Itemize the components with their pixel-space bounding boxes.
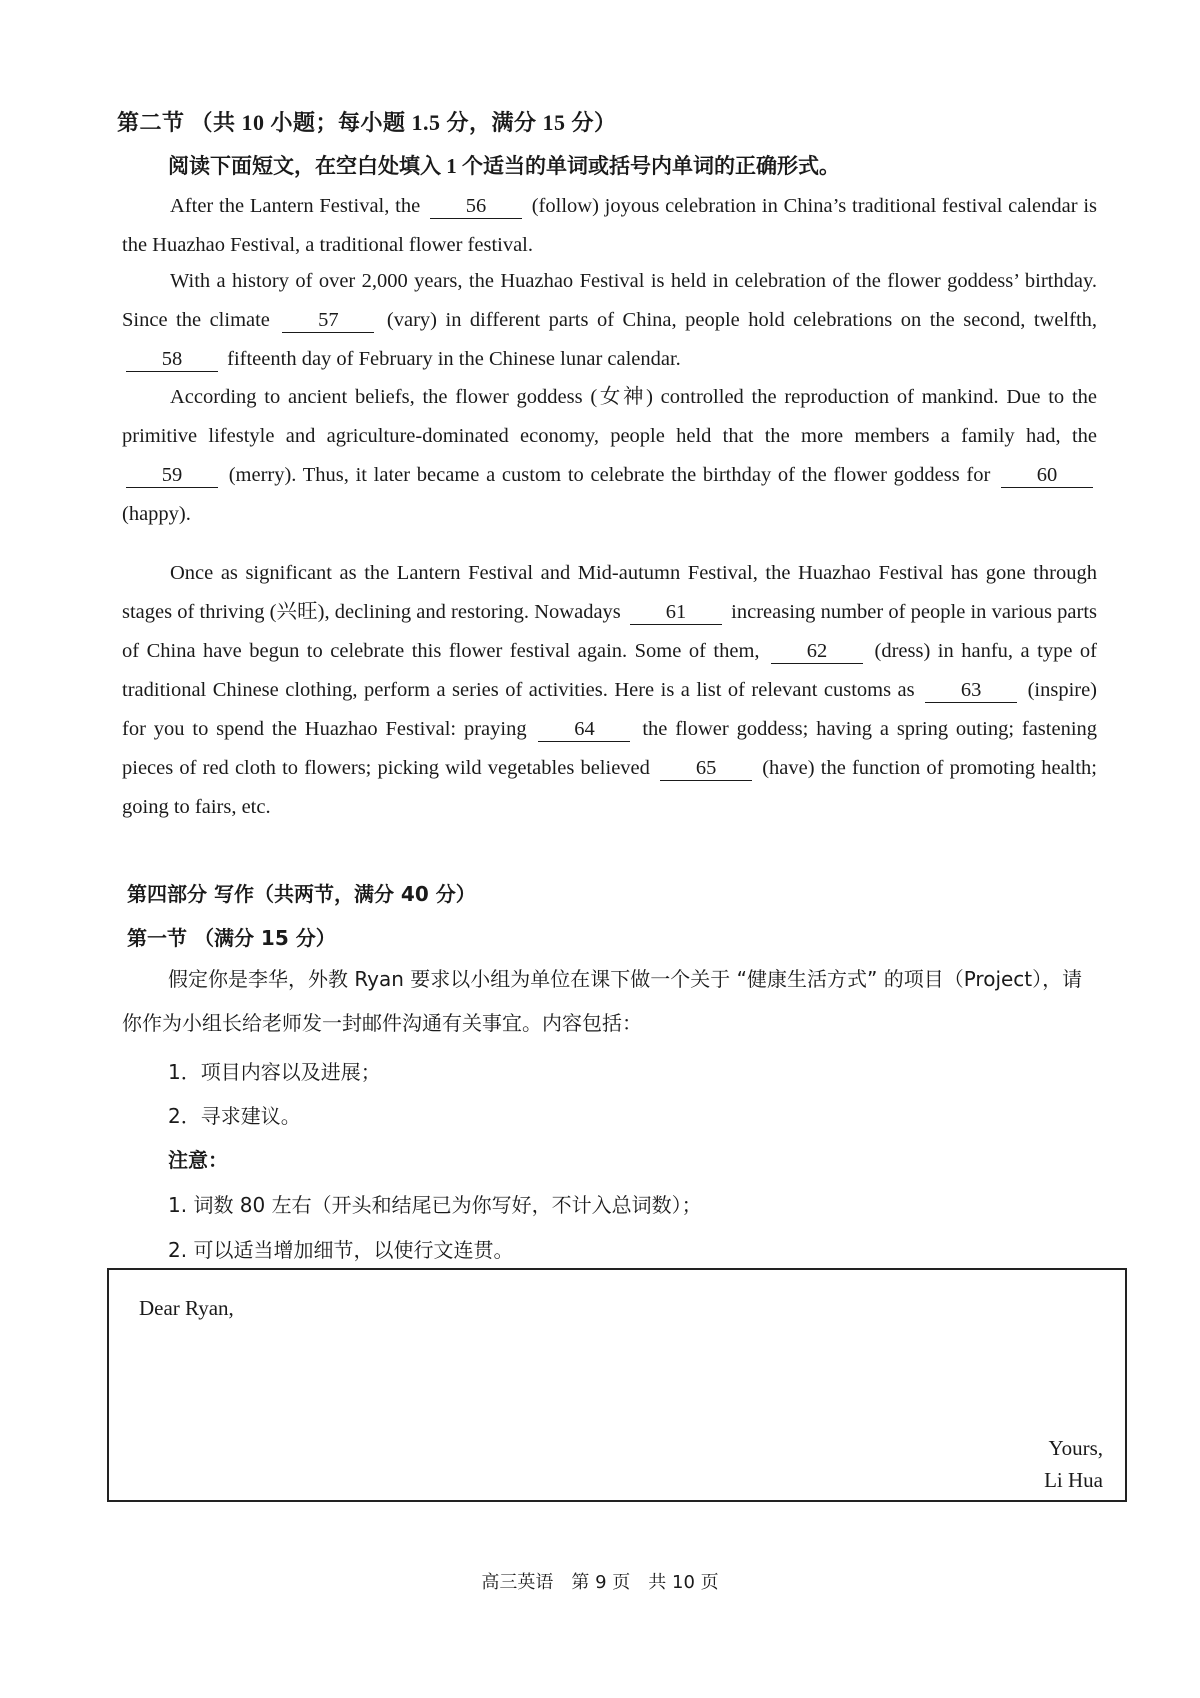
paragraph-4-text-e: the flower goddess; having a spring outing; fastening pieces of red cloth to flowers; picking wild vegetables believed — [122, 718, 1098, 779]
note-1: 1. 词数 80 左右（开头和结尾已为你写好，不计入总词数）； — [168, 1193, 702, 1217]
paragraph-2-text-a: With a history of over 2,000 years, the Huazhao Festival is held in celebration of the flower goddess’ birthday. Since the climate — [122, 270, 1097, 331]
blank-65: 65 — [660, 756, 752, 781]
writing-prompt: 假定你是李华，外教 Ryan 要求以小组为单位在课下做一个关于 “健康生活方式” 的项目（Project），请你作为小组长给老师发一封邮件沟通有关事宜。内容包括： — [122, 967, 1083, 1035]
section-2-instruction: 阅读下面短文，在空白处填入 1 个适当的单词或括号内单词的正确形式。 — [168, 154, 840, 178]
blank-57: 57 — [282, 308, 374, 333]
letter-closing: Yours, — [1048, 1436, 1103, 1460]
letter-signature: Li Hua — [1044, 1468, 1103, 1492]
letter-writing-box[interactable] — [107, 1268, 1127, 1502]
paragraph-4-text-b: increasing number of people in various parts of China have begun to celebrate this flower festival again. Some of them, — [122, 601, 1098, 662]
paragraph-2-text-b: (vary) in different parts of China, people hold celebrations on the second, twelfth, — [386, 309, 1098, 331]
note-label: 注意： — [168, 1148, 228, 1172]
part-4-heading: 第四部分 写作（共两节，满分 40 分） — [127, 882, 476, 906]
prompt-item-2: 2．寻求建议。 — [168, 1104, 301, 1128]
blank-58: 58 — [126, 347, 218, 372]
blank-64: 64 — [538, 717, 630, 742]
passage-paragraph-1 — [122, 187, 1097, 265]
paragraph-2-text-c: fifteenth day of February in the Chinese lunar calendar. — [227, 348, 681, 370]
page-footer: 高三英语 第 9 页 共 10 页 — [481, 1572, 719, 1593]
paragraph-3-text-b: (merry). Thus, it later became a custom to celebrate the birthday of the flower goddess for — [228, 464, 991, 486]
paragraph-4-text-d: (inspire) for you to spend the Huazhao Festival: praying — [122, 679, 1098, 740]
part-4-subheading: 第一节 （满分 15 分） — [127, 926, 336, 950]
passage-paragraph-3 — [122, 378, 1097, 534]
blank-60: 60 — [1001, 463, 1093, 488]
passage-paragraph-4 — [122, 554, 1097, 827]
blank-62: 62 — [771, 639, 863, 664]
blank-59: 59 — [126, 463, 218, 488]
paragraph-4-text-a: Once as significant as the Lantern Festival and Mid-autumn Festival, the Huazhao Festival has gone through stages of thriving (兴旺), declining and restoring. Nowadays — [122, 562, 1097, 623]
paragraph-1-text-c: (follow) joyous celebration in China’s traditional festival calendar is the Huazhao Festival, a traditional flower festival. — [122, 195, 1098, 256]
blank-61: 61 — [630, 600, 722, 625]
blank-63: 63 — [925, 678, 1017, 703]
blank-56: 56 — [430, 194, 522, 219]
letter-greeting: Dear Ryan, — [139, 1296, 234, 1320]
paragraph-4-text-c: (dress) in hanfu, a type of traditional Chinese clothing, perform a series of activities. Here is a list of relevant customs as — [122, 640, 1097, 701]
paragraph-3-text-a: According to ancient beliefs, the flower goddess (女神) controlled the reproduction of mankind. Due to the primitive lifestyle and agriculture-dominated economy, people held that the more members a family had, the — [122, 386, 1097, 447]
paragraph-3-text-c: (happy). — [122, 503, 191, 525]
section-2-heading: 第二节 （共 10 小题；每小题 1.5 分，满分 15 分） — [117, 110, 617, 135]
paragraph-1-text-a: After the Lantern Festival, the — [170, 195, 421, 217]
paragraph-4-text-f: (have) the function of promoting health; going to fairs, etc. — [122, 757, 1098, 818]
note-2: 2. 可以适当增加细节，以使行文连贯。 — [168, 1238, 514, 1262]
passage-paragraph-2 — [122, 262, 1097, 379]
prompt-item-1: 1．项目内容以及进展； — [168, 1060, 381, 1084]
